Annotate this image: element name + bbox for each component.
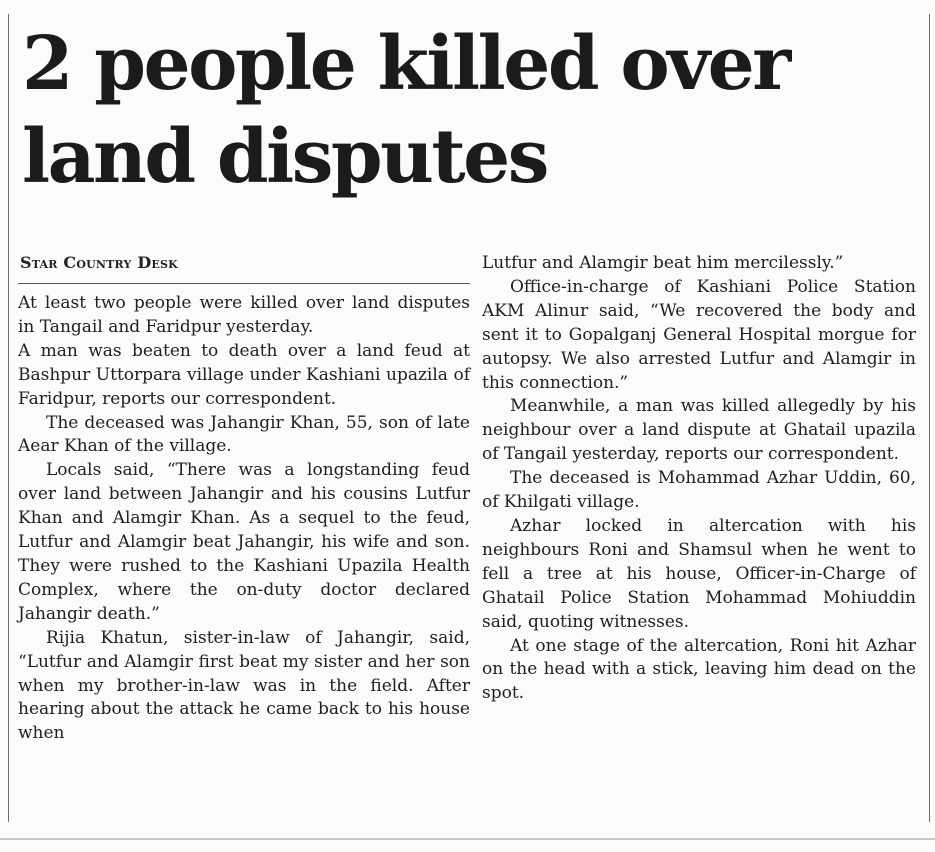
paragraph: The deceased is Mohammad Azhar Uddin, 60, of Khilgati village. bbox=[482, 468, 916, 513]
article-column-right bbox=[482, 252, 916, 706]
bottom-border-rule bbox=[0, 838, 935, 840]
headline-line-2: land disputes bbox=[22, 114, 547, 200]
byline-divider bbox=[18, 283, 470, 284]
left-border-rule bbox=[8, 14, 9, 822]
paragraph: Office-in-charge of Kashiani Police Station AKM Alinur said, “We recovered the body and sent it to Gopalganj General Hospital morgue for autopsy. We also arrested Lutfur and Alamgir in this connection.” bbox=[482, 276, 916, 393]
right-border-rule bbox=[929, 14, 930, 822]
paragraph: At least two people were killed over land disputes in Tangail and Faridpur yesterday. bbox=[18, 293, 470, 337]
byline: Star Country Desk bbox=[20, 253, 178, 272]
paragraph: The deceased was Jahangir Khan, 55, son of late Aear Khan of the village. bbox=[18, 412, 470, 457]
paragraph: At one stage of the altercation, Roni hit Azhar on the head with a stick, leaving him dead on the spot. bbox=[482, 635, 916, 704]
article-column-left bbox=[18, 292, 470, 746]
paragraph: Meanwhile, a man was killed allegedly by his neighbour over a land dispute at Ghatail upazila of Tangail yesterday, reports our correspondent. bbox=[482, 396, 916, 465]
paragraph: Locals said, “There was a longstanding feud over land between Jahangir and his cousins Lutfur Khan and Alamgir Khan. As a sequel to the feud, Lutfur and Alamgir beat Jahangir, his wife and son. They were rushed to the Kashiani Upazila Health Complex, where the on-duty doctor declared Jahangir death.” bbox=[18, 460, 470, 624]
paragraph: Rijia Khatun, sister-in-law of Jahangir, said, “Lutfur and Alamgir first beat my sister and her son when my brother-in-law was in the field. After hearing about the attack he came back to his house when bbox=[18, 627, 470, 744]
headline-line-1: 2 people killed over bbox=[22, 21, 789, 107]
headline bbox=[22, 18, 927, 204]
paragraph: Lutfur and Alamgir beat him mercilessly.” bbox=[482, 253, 844, 273]
paragraph: A man was beaten to death over a land feud at Bashpur Uttorpara village under Kashiani upazila of Faridpur, reports our correspondent. bbox=[18, 340, 470, 409]
paragraph: Azhar locked in altercation with his neighbours Roni and Shamsul when he went to fell a tree at his house, Officer-in-Charge of Ghatail Police Station Mohammad Mohiuddin said, quoting witnesses. bbox=[482, 515, 916, 632]
